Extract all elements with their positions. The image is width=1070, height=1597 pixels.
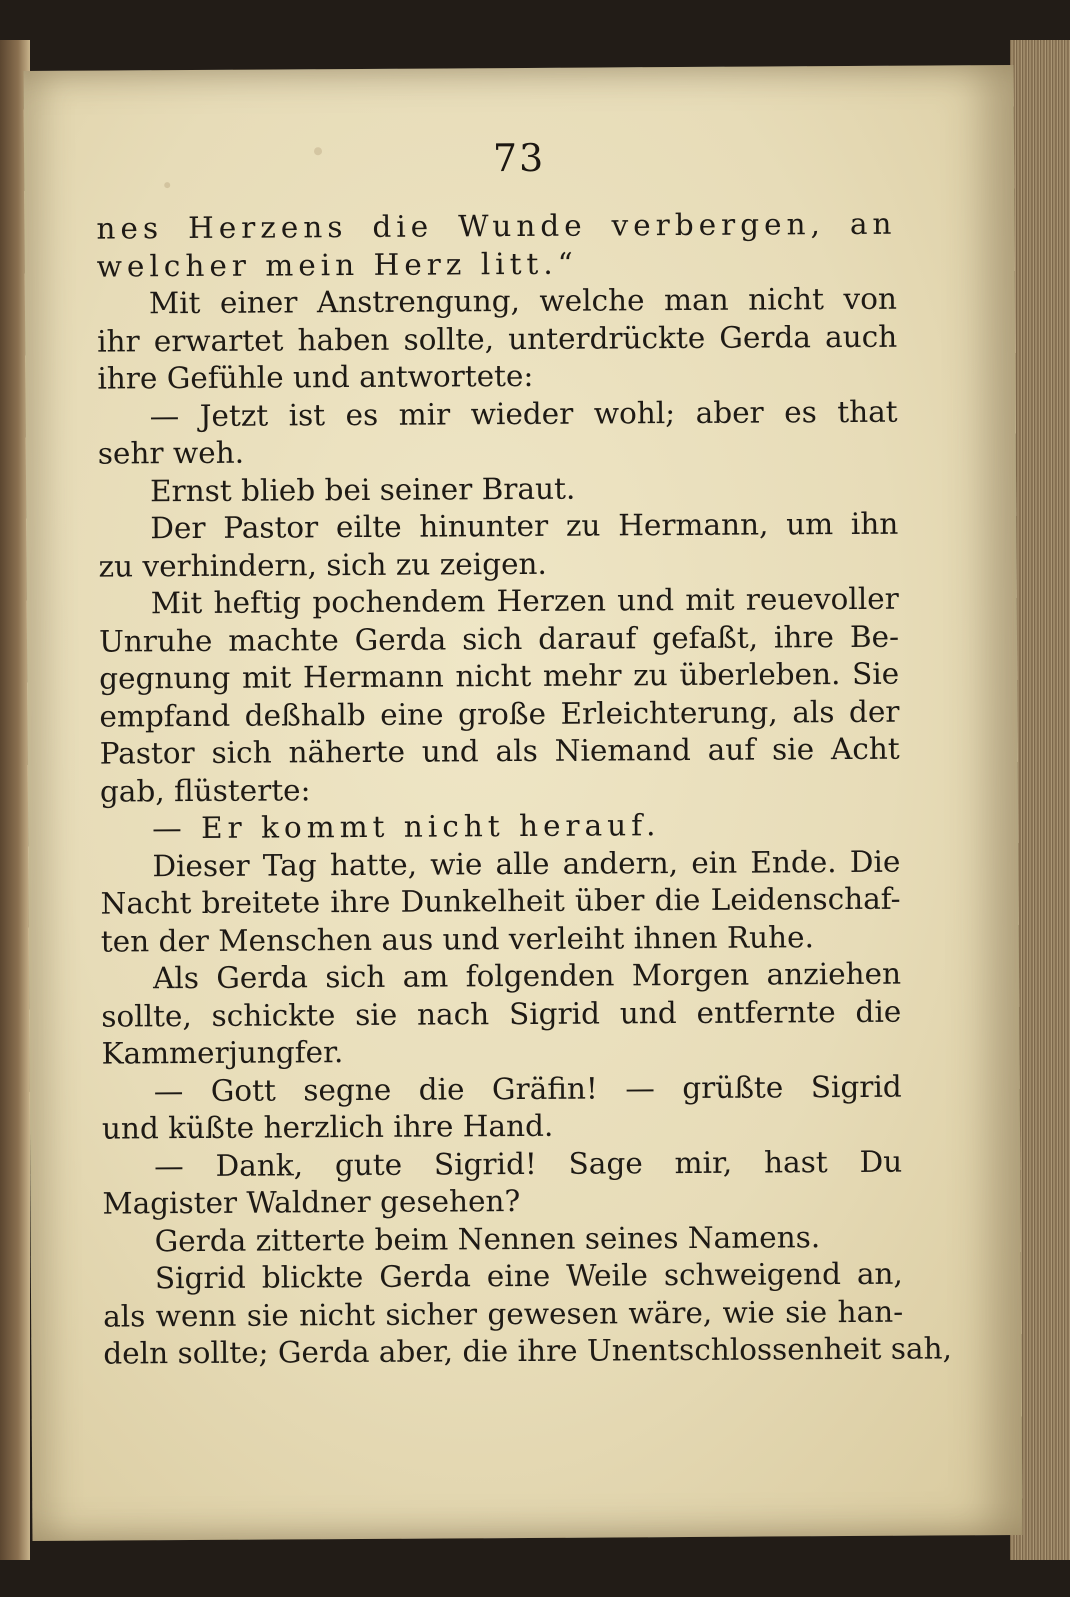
- text-line: Magister Waldner gesehen?: [102, 1184, 521, 1221]
- book-page: [24, 65, 1023, 1541]
- ink-speck: [164, 182, 170, 188]
- body-text: [96, 206, 953, 1373]
- text-line: Kammerjungfer.: [101, 1035, 344, 1071]
- text-line: — Gott segne die Gräfin! — grüßte Sigrid: [153, 1069, 902, 1108]
- text-line: gab, flüsterte:: [99, 772, 311, 809]
- text-line: empfand deßhalb eine große Erleichterung, als der: [99, 694, 900, 734]
- text-line: und küßte herzlich ihre Hand.: [101, 1108, 554, 1146]
- text-line: welcher mein Herz litt.“: [96, 246, 578, 284]
- text-line: sollte, schickte sie nach Sigrid und entfernte die: [101, 994, 902, 1034]
- page-number: 73: [492, 135, 546, 181]
- text-line: ihre Gefühle und antwortete:: [97, 358, 534, 396]
- text-line: Als Gerda sich am folgenden Morgen anziehen: [152, 956, 902, 996]
- text-line: Gerda zitterte beim Nennen seines Namens.: [154, 1219, 821, 1258]
- text-line: Pastor sich näherte und als Niemand auf sie Acht: [99, 731, 900, 771]
- text-line: als wenn sie nicht sicher gewesen wäre, wie sie han-: [103, 1294, 904, 1334]
- text-line: — Er kommt nicht herauf.: [152, 808, 661, 846]
- text-line: deln sollte; Gerda aber, die ihre Unentschlossenheit sah,: [103, 1331, 953, 1371]
- text-line: ten der Menschen aus und verleiht ihnen Ruhe.: [100, 919, 815, 959]
- text-line: Sigrid blickte Gerda eine Weile schweigend an,: [154, 1256, 903, 1296]
- text-line: — Dank, gute Sigrid! Sage mir, hast Du: [154, 1144, 903, 1183]
- text-line: Unruhe machte Gerda sich darauf gefaßt, ihre Be-: [98, 619, 900, 659]
- text-line: Ernst blieb bei seiner Braut.: [149, 471, 576, 508]
- text-line: Der Pastor eilte hinunter zu Hermann, um ihn: [150, 506, 899, 546]
- text-line: Mit heftig pochendem Herzen und mit reuevoller: [150, 581, 899, 621]
- text-line: nes Herzens die Wunde verbergen, an: [96, 206, 897, 246]
- text-line: Nacht breitete ihre Dunkelheit über die Leidenschaf-: [100, 881, 901, 921]
- text-line: sehr weh.: [97, 435, 245, 471]
- text-line: Mit einer Anstrengung, welche man nicht von: [148, 281, 898, 321]
- text-line: Dieser Tag hatte, wie alle andern, ein Ende. Die: [152, 844, 901, 883]
- text-line: — Jetzt ist es mir wieder wohl; aber es that: [149, 394, 898, 433]
- text-line: ihr erwartet haben sollte, unterdrückte Gerda auch: [97, 319, 898, 359]
- text-line: zu verhindern, sich zu zeigen.: [98, 546, 547, 584]
- text-line: gegnung mit Hermann nicht mehr zu überleben. Sie: [99, 656, 900, 696]
